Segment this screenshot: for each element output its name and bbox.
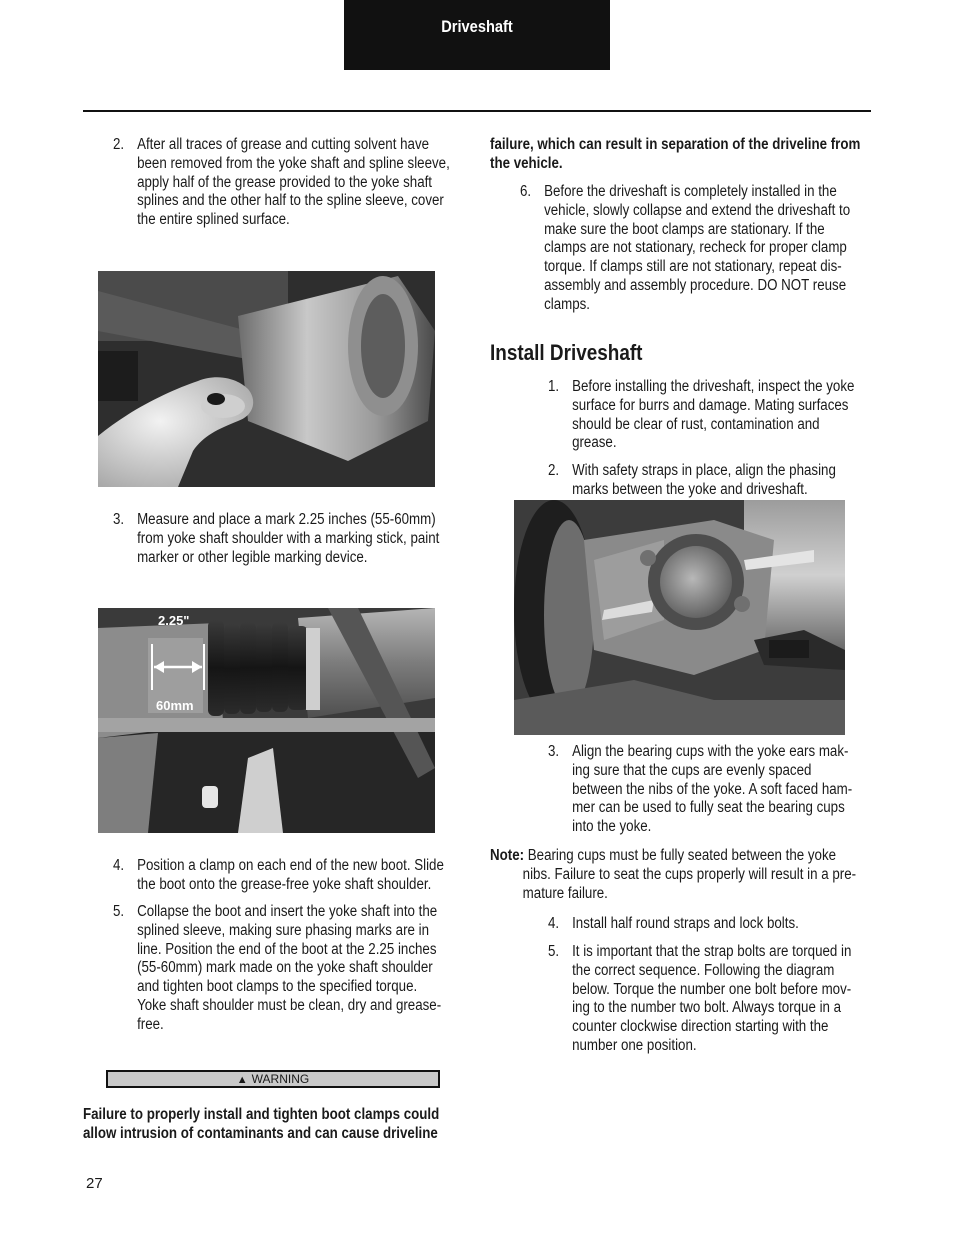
- step-number: 2.: [548, 462, 560, 479]
- step-text: [572, 915, 799, 934]
- note-line: mature failure.: [522, 884, 608, 902]
- step-line: line. Position the end of the boot at the 2.25 inches: [137, 940, 437, 958]
- step-line: been removed from the yoke shaft and spline sleeve,: [137, 154, 450, 172]
- measure-label-mm: 60mm: [156, 698, 194, 713]
- step-text: [137, 136, 450, 230]
- photo-grease-image: [98, 271, 435, 487]
- step-line: After all traces of grease and cutting solvent have: [137, 136, 430, 153]
- step-line: between the nibs of the yoke. A soft faced ham-: [572, 780, 853, 798]
- step-line: make sure the boot clamps are stationary. If the: [544, 220, 825, 238]
- step-text: [572, 943, 851, 1056]
- install-step-3: [548, 743, 892, 839]
- step-line: vehicle, slowly collapse and extend the driveshaft to: [544, 201, 851, 219]
- left-step-5: [113, 903, 474, 1037]
- header-title: Driveshaft: [441, 17, 513, 36]
- step-line: from yoke shaft shoulder with a marking stick, paint: [137, 529, 440, 547]
- header-tab: [344, 0, 610, 70]
- step-number: 5.: [113, 903, 125, 920]
- step-line: below. Torque the number one bolt before mov-: [572, 980, 852, 998]
- step-number: 3.: [113, 511, 125, 528]
- warning-triangle-icon: ▲: [236, 1074, 248, 1086]
- step-line: marks between the yoke and driveshaft.: [572, 480, 808, 498]
- left-step-4: [113, 857, 474, 897]
- step-line: clamps.: [544, 295, 591, 313]
- section-title-install-driveshaft: Install Driveshaft: [490, 340, 643, 365]
- step-line: clamps are not stationary, recheck for proper clamp: [544, 239, 847, 257]
- step-number: 6.: [520, 183, 532, 200]
- photo-boot-measurement: [98, 608, 435, 833]
- warning-line: allow intrusion of contaminants and can cause driveline: [83, 1124, 438, 1142]
- step-line: into the yoke.: [572, 818, 652, 836]
- warning-label: WARNING: [251, 1072, 310, 1086]
- step-line: Measure and place a mark 2.25 inches (55-60mm): [137, 511, 436, 528]
- photo-yoke-image: [514, 500, 845, 735]
- step-line: the entire splined surface.: [137, 211, 290, 229]
- step-line: marker or other legible marking device.: [137, 548, 368, 566]
- note-block: [490, 847, 868, 903]
- step-line: Install half round straps and lock bolts.: [572, 915, 799, 932]
- step-text: [572, 743, 852, 837]
- step-line: splines and the other half to the spline sleeve, cover: [137, 192, 444, 210]
- header-rule: [83, 110, 871, 112]
- install-step-4: [548, 915, 892, 935]
- step-line: splined sleeve, making sure phasing marks are in: [137, 921, 430, 939]
- warning-banner: [106, 1070, 440, 1088]
- step-line: (55-60mm) mark made on the yoke shaft shoulder: [137, 959, 433, 977]
- step-text: [544, 183, 850, 315]
- step-line: ing to the number two bolt. Always torque in a: [572, 999, 842, 1017]
- step-text: [572, 462, 836, 500]
- step-number: 2.: [113, 136, 125, 153]
- step-text: [137, 857, 444, 895]
- note-line-1: [490, 847, 868, 866]
- left-step-2: [113, 136, 474, 236]
- step-text: [572, 378, 854, 453]
- step-line: number one position.: [572, 1036, 697, 1054]
- step-line: It is important that the strap bolts are torqued in: [572, 943, 852, 960]
- warning-text: [83, 1106, 461, 1144]
- step-line: should be clear of rust, contamination and: [572, 415, 820, 433]
- step-line: With safety straps in place, align the phasing: [572, 462, 836, 479]
- step-line: assembly and assembly procedure. DO NOT reuse: [544, 276, 847, 294]
- step-line: apply half of the grease provided to the yoke shaft: [137, 173, 433, 191]
- step-line: counter clockwise direction starting with the: [572, 1018, 829, 1036]
- photo-yoke-alignment: [514, 500, 845, 735]
- step-line: ing sure that the cups are evenly spaced: [572, 761, 812, 779]
- right-step-6: [520, 183, 881, 317]
- step-line: grease.: [572, 434, 617, 452]
- warning-line: failure, which can result in separation of the driveline from: [490, 136, 861, 153]
- step-number: 3.: [548, 743, 560, 760]
- step-text: [137, 511, 439, 567]
- install-step-2: [548, 462, 892, 502]
- note-line: Bearing cups must be fully seated between the yoke: [527, 847, 837, 864]
- step-line: and tighten boot clamps to the specified torque.: [137, 978, 418, 996]
- step-line: torque. If clamps still are not stationary, repeat dis-: [544, 258, 842, 276]
- photo-boot-image: [98, 608, 435, 833]
- left-step-3: [113, 511, 474, 571]
- page-number: 27: [86, 1175, 103, 1192]
- step-number: 5.: [548, 943, 560, 960]
- warning-line: the vehicle.: [490, 154, 563, 172]
- step-line: mer can be used to fully seat the bearing cups: [572, 799, 845, 817]
- install-step-1: [548, 378, 892, 458]
- step-line: Before installing the driveshaft, inspect the yoke: [572, 378, 855, 395]
- step-line: Align the bearing cups with the yoke ears mak-: [572, 743, 849, 760]
- step-line: Yoke shaft shoulder must be clean, dry and grease-: [137, 996, 442, 1014]
- step-line: surface for burrs and damage. Mating surfaces: [572, 396, 849, 414]
- step-line: Position a clamp on each end of the new boot. Slide: [137, 857, 444, 874]
- note-label: Note:: [490, 847, 525, 864]
- step-line: the boot onto the grease-free yoke shaft shoulder.: [137, 875, 432, 893]
- photo-grease-application: [98, 271, 435, 487]
- step-line: free.: [137, 1015, 164, 1033]
- measure-label-inches: 2.25": [158, 613, 190, 628]
- step-line: the correct sequence. Following the diagram: [572, 961, 835, 979]
- note-line: nibs. Failure to seat the cups properly will result in a pre-: [522, 865, 857, 883]
- warning-text-continued: [490, 136, 877, 174]
- step-line: Collapse the boot and insert the yoke shaft into the: [137, 903, 438, 920]
- step-number: 4.: [548, 915, 560, 932]
- install-step-5: [548, 943, 892, 1059]
- step-number: 4.: [113, 857, 125, 874]
- step-line: Before the driveshaft is completely installed in the: [544, 183, 837, 200]
- step-text: [137, 903, 441, 1035]
- warning-line: Failure to properly install and tighten boot clamps could: [83, 1106, 440, 1123]
- step-number: 1.: [548, 378, 560, 395]
